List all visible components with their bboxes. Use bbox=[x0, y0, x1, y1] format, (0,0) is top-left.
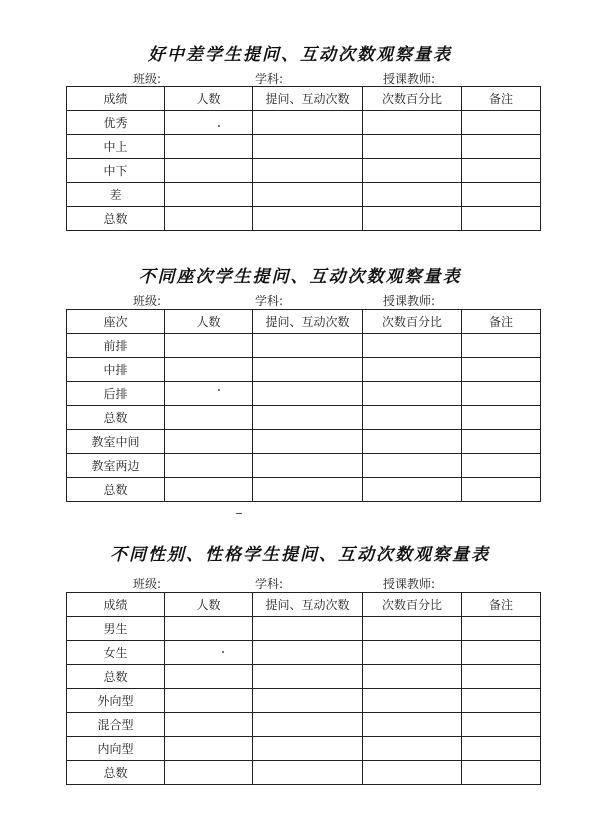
count-cell[interactable] bbox=[165, 406, 253, 430]
table-row bbox=[67, 430, 541, 454]
table-header-row bbox=[67, 310, 541, 334]
table-row bbox=[67, 382, 541, 406]
interaction-cell[interactable] bbox=[253, 358, 363, 382]
table-row bbox=[67, 689, 541, 713]
table-row bbox=[67, 737, 541, 761]
teacher-label: 授课教师: bbox=[383, 294, 436, 308]
percent-cell[interactable] bbox=[363, 111, 462, 135]
percent-cell[interactable] bbox=[363, 334, 462, 358]
row-label: 后排 bbox=[67, 382, 165, 406]
interaction-cell[interactable] bbox=[253, 430, 363, 454]
section-2-title: 不同座次学生提问、互动次数观察量表 bbox=[138, 267, 462, 287]
note-cell[interactable] bbox=[462, 478, 541, 502]
header-cell: 提问、互动次数 bbox=[253, 310, 363, 334]
header-cell: 提问、互动次数 bbox=[253, 593, 363, 617]
note-cell[interactable] bbox=[462, 737, 541, 761]
note-cell[interactable] bbox=[462, 454, 541, 478]
table-row bbox=[67, 135, 541, 159]
note-cell[interactable] bbox=[462, 713, 541, 737]
percent-cell[interactable] bbox=[363, 761, 462, 785]
row-label: 混合型 bbox=[67, 713, 165, 737]
row-label: 总数 bbox=[67, 665, 165, 689]
interaction-cell[interactable] bbox=[253, 159, 363, 183]
note-cell[interactable] bbox=[462, 207, 541, 231]
section-1-meta bbox=[0, 70, 600, 86]
count-cell[interactable] bbox=[165, 713, 253, 737]
header-cell: 人数 bbox=[165, 87, 253, 111]
note-cell[interactable] bbox=[462, 135, 541, 159]
row-label: 总数 bbox=[67, 207, 165, 231]
count-cell[interactable] bbox=[165, 617, 253, 641]
scan-speck bbox=[218, 125, 220, 127]
interaction-cell[interactable] bbox=[253, 454, 363, 478]
note-cell[interactable] bbox=[462, 406, 541, 430]
percent-cell[interactable] bbox=[363, 713, 462, 737]
table-row bbox=[67, 617, 541, 641]
subject-label: 学科: bbox=[255, 577, 284, 591]
class-label: 班级: bbox=[133, 72, 162, 86]
interaction-cell[interactable] bbox=[253, 713, 363, 737]
note-cell[interactable] bbox=[462, 430, 541, 454]
section-1-title: 好中差学生提问、互动次数观察量表 bbox=[148, 45, 452, 65]
header-cell: 次数百分比 bbox=[363, 593, 462, 617]
row-label: 总数 bbox=[67, 478, 165, 502]
interaction-cell[interactable] bbox=[253, 207, 363, 231]
subject-label: 学科: bbox=[255, 294, 284, 308]
interaction-cell[interactable] bbox=[253, 737, 363, 761]
note-cell[interactable] bbox=[462, 382, 541, 406]
teacher-label: 授课教师: bbox=[383, 577, 436, 591]
table-grade-observation bbox=[66, 86, 541, 231]
table-header-row bbox=[67, 593, 541, 617]
header-cell: 座次 bbox=[67, 310, 165, 334]
percent-cell[interactable] bbox=[363, 454, 462, 478]
section-3-meta bbox=[0, 575, 600, 591]
section-2-meta bbox=[0, 292, 600, 308]
header-cell: 成绩 bbox=[67, 593, 165, 617]
header-cell: 次数百分比 bbox=[363, 87, 462, 111]
table-row bbox=[67, 207, 541, 231]
header-cell: 成绩 bbox=[67, 87, 165, 111]
interaction-cell[interactable] bbox=[253, 382, 363, 406]
header-cell: 人数 bbox=[165, 310, 253, 334]
count-cell[interactable] bbox=[165, 454, 253, 478]
note-cell[interactable] bbox=[462, 159, 541, 183]
row-label: 总数 bbox=[67, 406, 165, 430]
count-cell[interactable] bbox=[165, 382, 253, 406]
scan-speck bbox=[236, 513, 242, 514]
percent-cell[interactable] bbox=[363, 183, 462, 207]
row-label: 前排 bbox=[67, 334, 165, 358]
interaction-cell[interactable] bbox=[253, 406, 363, 430]
interaction-cell[interactable] bbox=[253, 761, 363, 785]
row-label: 内向型 bbox=[67, 737, 165, 761]
percent-cell[interactable] bbox=[363, 478, 462, 502]
interaction-cell[interactable] bbox=[253, 617, 363, 641]
row-label: 女生 bbox=[67, 641, 165, 665]
table-row bbox=[67, 159, 541, 183]
count-cell[interactable] bbox=[165, 761, 253, 785]
interaction-cell[interactable] bbox=[253, 135, 363, 159]
count-cell[interactable] bbox=[165, 111, 253, 135]
interaction-cell[interactable] bbox=[253, 478, 363, 502]
count-cell[interactable] bbox=[165, 430, 253, 454]
percent-cell[interactable] bbox=[363, 737, 462, 761]
table-row bbox=[67, 358, 541, 382]
interaction-cell[interactable] bbox=[253, 665, 363, 689]
table-row bbox=[67, 641, 541, 665]
percent-cell[interactable] bbox=[363, 406, 462, 430]
row-label: 总数 bbox=[67, 761, 165, 785]
interaction-cell[interactable] bbox=[253, 334, 363, 358]
percent-cell[interactable] bbox=[363, 665, 462, 689]
table-row bbox=[67, 183, 541, 207]
note-cell[interactable] bbox=[462, 689, 541, 713]
count-cell[interactable] bbox=[165, 358, 253, 382]
percent-cell[interactable] bbox=[363, 641, 462, 665]
header-cell: 人数 bbox=[165, 593, 253, 617]
interaction-cell[interactable] bbox=[253, 689, 363, 713]
class-label: 班级: bbox=[133, 294, 162, 308]
header-cell: 备注 bbox=[462, 310, 541, 334]
interaction-cell[interactable] bbox=[253, 111, 363, 135]
table-row bbox=[67, 454, 541, 478]
header-cell: 备注 bbox=[462, 87, 541, 111]
note-cell[interactable] bbox=[462, 358, 541, 382]
count-cell[interactable] bbox=[165, 135, 253, 159]
interaction-cell[interactable] bbox=[253, 641, 363, 665]
header-cell: 备注 bbox=[462, 593, 541, 617]
table-row bbox=[67, 406, 541, 430]
note-cell[interactable] bbox=[462, 334, 541, 358]
count-cell[interactable] bbox=[165, 183, 253, 207]
row-label: 教室中间 bbox=[67, 430, 165, 454]
count-cell[interactable] bbox=[165, 665, 253, 689]
percent-cell[interactable] bbox=[363, 207, 462, 231]
header-cell: 次数百分比 bbox=[363, 310, 462, 334]
note-cell[interactable] bbox=[462, 665, 541, 689]
count-cell[interactable] bbox=[165, 478, 253, 502]
percent-cell[interactable] bbox=[363, 382, 462, 406]
teacher-label: 授课教师: bbox=[383, 72, 436, 86]
count-cell[interactable] bbox=[165, 334, 253, 358]
scan-speck bbox=[222, 651, 224, 653]
table-row bbox=[67, 713, 541, 737]
count-cell[interactable] bbox=[165, 207, 253, 231]
percent-cell[interactable] bbox=[363, 430, 462, 454]
percent-cell[interactable] bbox=[363, 159, 462, 183]
table-row bbox=[67, 478, 541, 502]
count-cell[interactable] bbox=[165, 641, 253, 665]
table-gender-personality-observation bbox=[66, 592, 541, 785]
count-cell[interactable] bbox=[165, 737, 253, 761]
row-label: 优秀 bbox=[67, 111, 165, 135]
row-label: 男生 bbox=[67, 617, 165, 641]
count-cell[interactable] bbox=[165, 159, 253, 183]
count-cell[interactable] bbox=[165, 689, 253, 713]
table-row bbox=[67, 334, 541, 358]
note-cell[interactable] bbox=[462, 111, 541, 135]
row-label: 中下 bbox=[67, 159, 165, 183]
row-label: 中上 bbox=[67, 135, 165, 159]
note-cell[interactable] bbox=[462, 641, 541, 665]
subject-label: 学科: bbox=[255, 72, 284, 86]
percent-cell[interactable] bbox=[363, 358, 462, 382]
table-row bbox=[67, 111, 541, 135]
percent-cell[interactable] bbox=[363, 135, 462, 159]
row-label: 外向型 bbox=[67, 689, 165, 713]
row-label: 教室两边 bbox=[67, 454, 165, 478]
table-seat-observation bbox=[66, 309, 541, 502]
header-cell: 提问、互动次数 bbox=[253, 87, 363, 111]
note-cell[interactable] bbox=[462, 617, 541, 641]
table-row bbox=[67, 761, 541, 785]
section-3-title: 不同性别、性格学生提问、互动次数观察量表 bbox=[110, 545, 490, 565]
row-label: 差 bbox=[67, 183, 165, 207]
note-cell[interactable] bbox=[462, 761, 541, 785]
class-label: 班级: bbox=[133, 577, 162, 591]
table-row bbox=[67, 665, 541, 689]
percent-cell[interactable] bbox=[363, 617, 462, 641]
percent-cell[interactable] bbox=[363, 689, 462, 713]
note-cell[interactable] bbox=[462, 183, 541, 207]
table-header-row bbox=[67, 87, 541, 111]
scan-speck bbox=[218, 389, 220, 391]
interaction-cell[interactable] bbox=[253, 183, 363, 207]
row-label: 中排 bbox=[67, 358, 165, 382]
